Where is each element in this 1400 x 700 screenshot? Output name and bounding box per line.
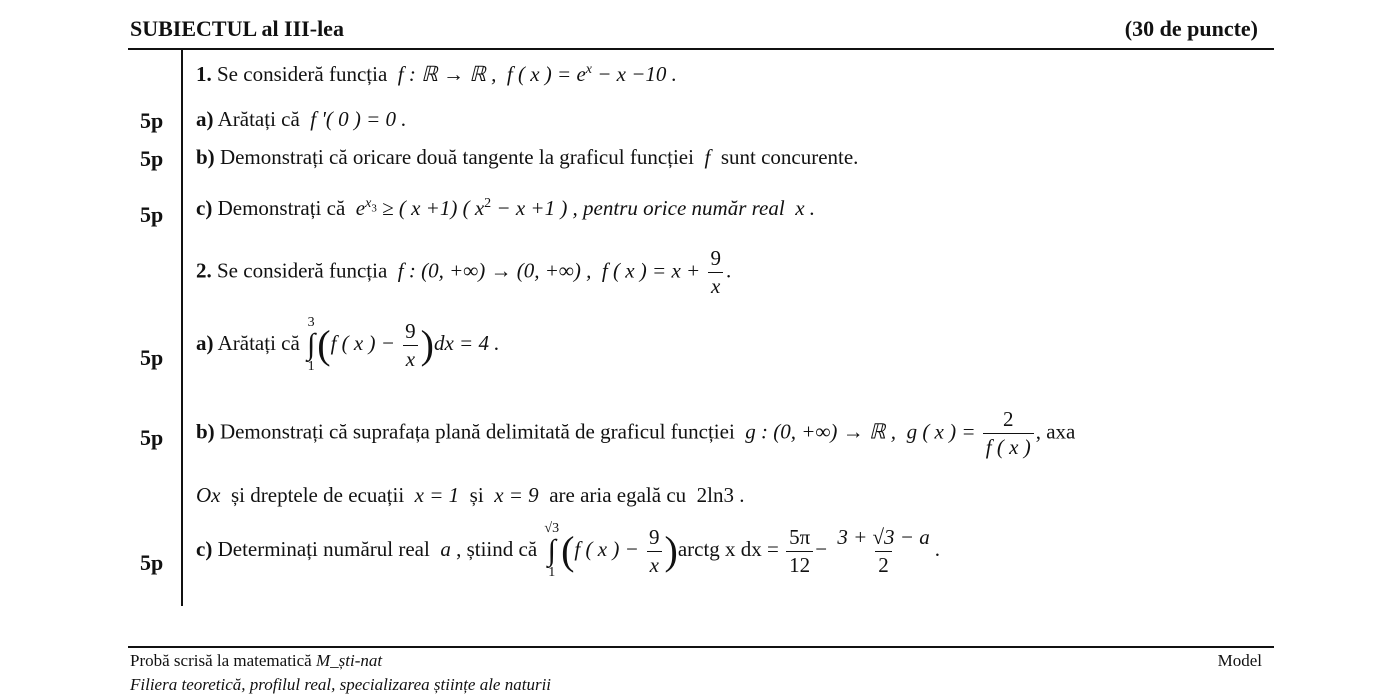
problem-2b-continued: Ox și dreptele de ecuații x = 1 și x = 9 are aria egală cu 2ln3 . xyxy=(196,483,745,507)
fraction-9-over-x: $\frac{9}{x}$ xyxy=(707,246,724,299)
points-1a: 5p xyxy=(140,108,164,133)
footer-model-label: Model xyxy=(1217,651,1262,670)
points-1b: 5p xyxy=(140,146,164,171)
subject-points: (30 de puncte) xyxy=(1124,16,1258,41)
footer-rule xyxy=(128,646,1274,648)
problem-1a: a) Arătați că f '( 0 ) = 0 . xyxy=(196,107,407,131)
problem-1c: c) Demonstrați că $e^x3$ ≥ ( x +1) ( $x^2 - x +1$ ) , pentru orice număr real x . xyxy=(196,196,816,220)
problem-2c: c) Determinați numărul real a , știind că √3 ∫ 1 (f ( x ) − $\frac{9}{x}$ )arctg x dx = $\frac{5\pi}{12}$ − $\frac{3 + √3 - a}{2}$ . xyxy=(196,521,940,580)
header-rule xyxy=(128,48,1274,50)
problem-2-statement: 2. Se consideră funcția f : (0, +∞) → (0, +∞) , f ( x ) = x + $\frac{9}{x}$ . xyxy=(196,246,732,298)
points-2c: 5p xyxy=(140,550,164,575)
points-1c: 5p xyxy=(140,202,164,227)
points-2b: 5p xyxy=(140,425,164,450)
subject-title: SUBIECTUL al III-lea xyxy=(130,16,344,41)
points-column-divider xyxy=(181,50,183,606)
integral-2c: √3 ∫ 1 xyxy=(544,521,560,580)
problem-2a: a) Arătați că 3 ∫ 1 (f ( x ) − $\frac{9}{x}$ )dx = 4 . xyxy=(196,315,500,374)
problem-1-statement: 1. Se consideră funcția f : ℝ → ℝ , f ( x ) = $e^x - x -10$ . xyxy=(196,62,677,86)
points-2a: 5p xyxy=(140,345,164,370)
footer-line-1: Probă scrisă la matematică M_ști-nat xyxy=(130,651,383,670)
integral-2a: 3 ∫ 1 xyxy=(307,315,316,374)
footer-line-2: Filiera teoretică, profilul real, specializarea științe ale naturii xyxy=(130,675,552,694)
problem-1b: b) Demonstrați că oricare două tangente la graficul funcției f sunt concurente. xyxy=(196,145,859,169)
problem-2b: b) Demonstrați că suprafața plană delimitată de graficul funcției g : (0, +∞) → ℝ , g ( x ) = $\frac{2}{f ( x )}$ , axa xyxy=(196,407,1076,459)
